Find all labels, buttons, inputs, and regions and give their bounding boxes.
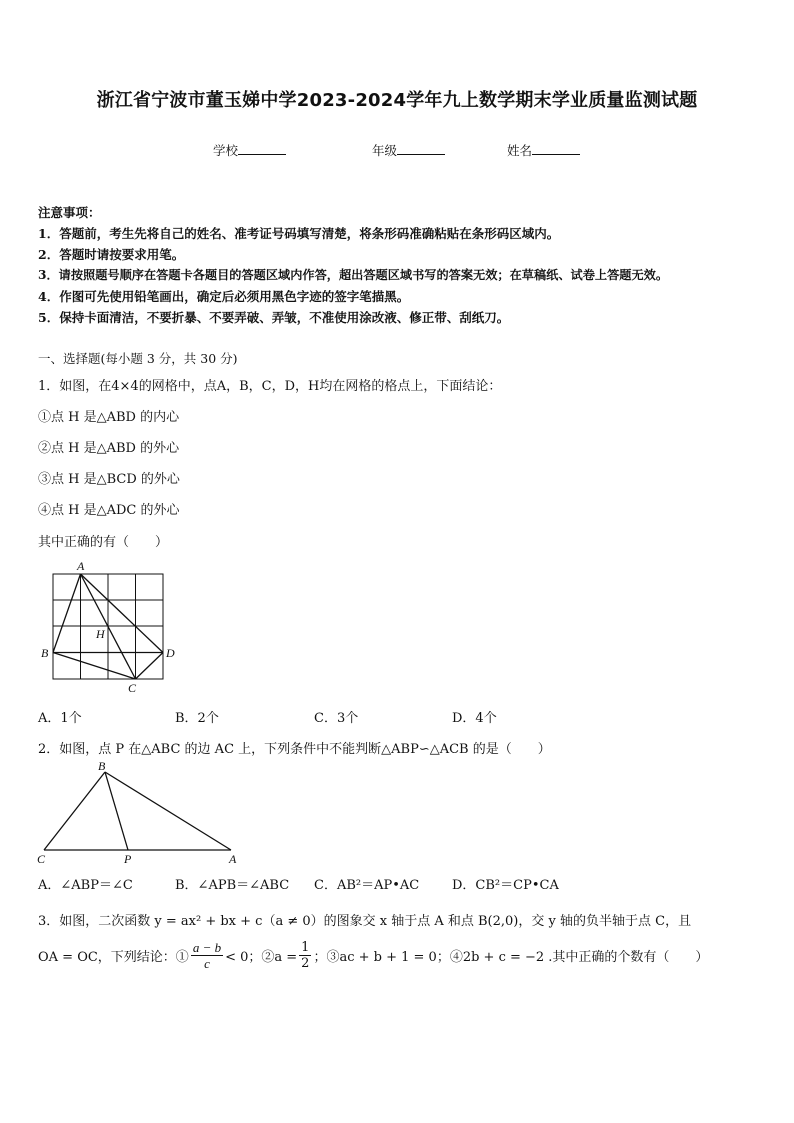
fraction-denominator: 2 xyxy=(301,956,310,971)
notice-item: 4．作图可先使用铅笔画出，确定后必须用黑色字迹的签字笔描黑。 xyxy=(38,289,410,304)
notice-heading: 注意事项： xyxy=(38,205,101,220)
section-heading: 一、选择题(每小题 3 分，共 30 分) xyxy=(38,351,238,366)
fraction-a-minus-b-over-c xyxy=(191,940,223,971)
label-b: B xyxy=(41,646,49,660)
q2-stem: 2．如图，点 P 在△ABC 的边 AC 上，下列条件中不能判断△ABP∽△ACB 的是（ ） xyxy=(38,742,551,757)
page-title: 浙江省宁波市董玉娣中学2023-2024学年九上数学期末学业质量监测试题 xyxy=(96,90,698,111)
grade-field xyxy=(372,141,445,159)
label-p: P xyxy=(124,852,132,866)
label-a: A xyxy=(77,559,85,573)
q3-line2-post: ；③ac + b + 1 = 0；④2b + c = −2 .其中正确的个数有（ ） xyxy=(313,950,709,965)
name-blank xyxy=(532,142,580,155)
triangle-lines xyxy=(44,772,231,850)
q2-triangle-figure xyxy=(34,758,254,868)
q1-item: ④点 H 是△ADC 的外心 xyxy=(38,503,180,518)
label-c: C xyxy=(128,681,137,695)
q1-option-a: A．1个 xyxy=(38,711,82,726)
label-h: H xyxy=(96,627,105,641)
label-b: B xyxy=(98,759,106,773)
q2-option-b: B．∠APB＝∠ABC xyxy=(175,878,290,893)
q2-option-d: D．CB²＝CP•CA xyxy=(452,878,559,893)
q3-line2-pre: OA = OC，下列结论：① xyxy=(38,950,189,965)
q3-line2-mid: < 0；②a = xyxy=(225,950,298,965)
notice-item: 1．答题前，考生先将自己的姓名、准考证号码填写清楚，将条形码准确粘贴在条形码区域内。 xyxy=(38,226,560,241)
q1-option-d: D．4个 xyxy=(452,711,497,726)
grade-blank xyxy=(397,142,445,155)
fraction-one-half xyxy=(299,940,311,971)
notice-item: 2．答题时请按要求用笔。 xyxy=(38,247,185,262)
q1-item: ①点 H 是△ABD 的内心 xyxy=(38,410,180,425)
school-blank xyxy=(238,142,286,155)
label-a: A xyxy=(229,852,237,866)
notice-item: 3．请按照题号顺序在答题卡各题目的答题区域内作答，超出答题区域书写的答案无效；在草稿纸、试卷上答题无效。 xyxy=(38,268,669,282)
q3-line1: 3．如图，二次函数 y = ax² + bx + c（a ≠ 0）的图象交 x 轴于点 A 和点 B(2,0)，交 y 轴的负半轴于点 C，且 xyxy=(38,914,692,929)
label-c: C xyxy=(37,852,46,866)
q1-item: ③点 H 是△BCD 的外心 xyxy=(38,472,180,487)
q1-stem: 1．如图，在4×4的网格中，点A，B，C，D，H均在网格的格点上，下面结论： xyxy=(38,379,502,394)
grade-label: 年级 xyxy=(372,143,398,158)
notice-item: 5．保持卡面清洁，不要折暴、不要弄破、弄皱，不准使用涂改液、修正带、刮纸刀。 xyxy=(38,310,510,325)
fraction-denominator: c xyxy=(204,956,210,971)
q2-option-c: C．AB²＝AP•AC xyxy=(314,878,420,893)
q1-item: ②点 H 是△ABD 的外心 xyxy=(38,441,180,456)
q1-grid-figure xyxy=(36,556,176,696)
school-field xyxy=(213,141,286,159)
label-d: D xyxy=(166,646,175,660)
q1-option-c: C．3个 xyxy=(314,711,359,726)
q1-option-b: B．2个 xyxy=(175,711,219,726)
school-label: 学校 xyxy=(213,143,239,158)
q3-line2 xyxy=(38,940,708,971)
name-field xyxy=(507,141,580,159)
fraction-numerator: 1 xyxy=(301,940,310,955)
q2-option-a: A．∠ABP＝∠C xyxy=(38,878,133,893)
name-label: 姓名 xyxy=(507,143,533,158)
q1-ask: 其中正确的有（ ） xyxy=(38,535,169,550)
fraction-numerator: a − b xyxy=(192,940,222,955)
